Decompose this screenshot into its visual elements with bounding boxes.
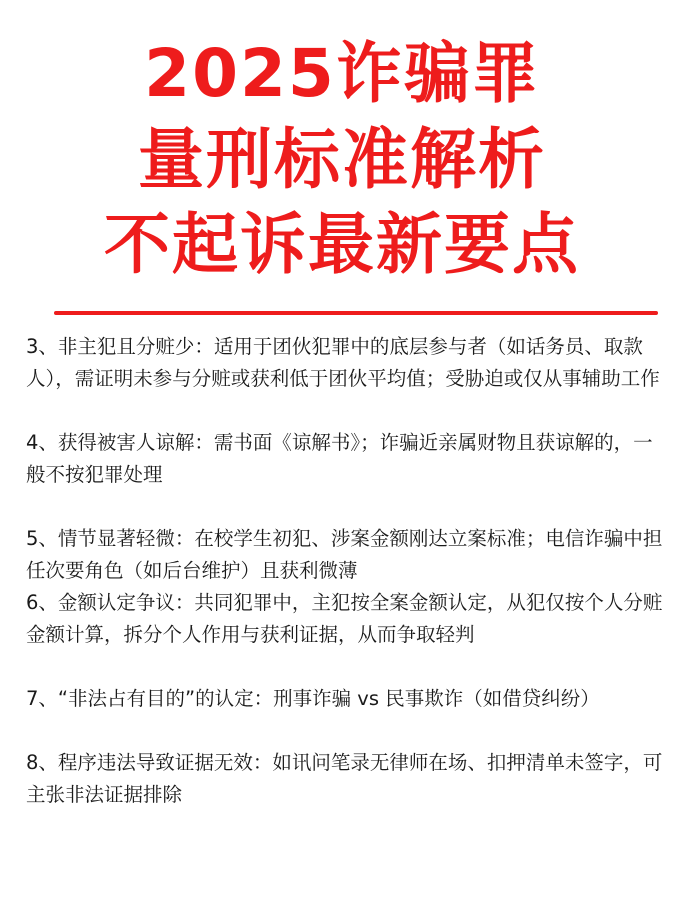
list-item-6: 6、金额认定争议：共同犯罪中，主犯按全案金额认定，从犯仅按个人分赃金额计算，拆分个人作用与获利证据，从而争取轻判 <box>26 591 663 646</box>
list-item-7: 7、“非法占有目的”的认定：刑事诈骗 vs 民事欺诈（如借贷纠纷） <box>26 687 600 710</box>
title-line-2: 量刑标准解析 <box>138 121 546 198</box>
list-item-4: 4、获得被害人谅解：需书面《谅解书》；诈骗近亲属财物且获谅解的，一般不按犯罪处理 <box>26 431 653 486</box>
title-divider <box>54 311 658 315</box>
content-list <box>26 331 668 811</box>
title-line-1: 2025诈骗罪 <box>144 35 540 112</box>
title-line-3: 不起诉最新要点 <box>104 206 580 283</box>
list-item-3: 3、非主犯且分赃少：适用于团伙犯罪中的底层参与者（如话务员、取款人），需证明未参与分赃或获利低于团伙平均值；受胁迫或仅从事辅助工作 <box>26 335 660 390</box>
list-item-8: 8、程序违法导致证据无效：如讯问笔录无律师在场、扣押清单未签字，可主张非法证据排除 <box>26 751 663 806</box>
list-item-5: 5、情节显著轻微：在校学生初犯、涉案金额刚达立案标准；电信诈骗中担任次要角色（如后台维护）且获利微薄 <box>26 527 663 582</box>
